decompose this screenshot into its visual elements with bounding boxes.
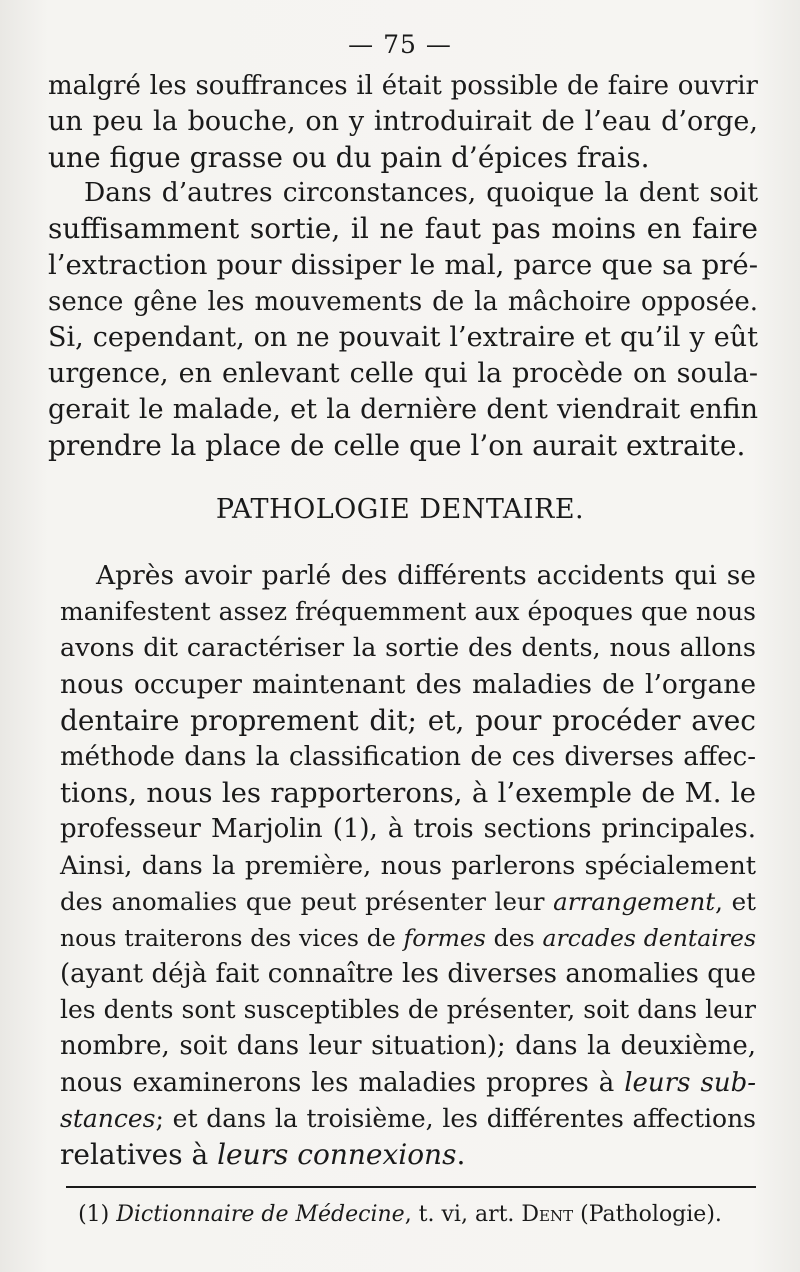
text-line: nous occuper maintenant des maladies de l’organe: [60, 668, 756, 700]
text-line: sence gêne les mouvements de la mâchoire opposée.: [48, 286, 758, 317]
italic-run: arrangement: [553, 886, 716, 916]
footnote-marker: (1): [78, 1202, 117, 1227]
footnote-tail: (Pathologie).: [573, 1202, 722, 1227]
text-line: Dans d’autres circonstances, quoique la dent soit: [84, 177, 758, 208]
text-line: manifestent assez fréquemment aux époques que nous: [60, 597, 756, 627]
text-line: tions, nous les rapporterons, à l’exemple de M. le: [60, 777, 756, 810]
text-line: suffisamment sortie, il ne faut pas moins en faire: [48, 212, 758, 246]
text-line: une figue grasse ou du pain d’épices frais.: [48, 141, 650, 175]
text-run: des anomalies que peut présenter leur: [60, 886, 554, 916]
footnote-reference: , t. vi, art.: [404, 1202, 522, 1227]
text-line: Après avoir parlé des différents accidents qui se: [96, 560, 756, 591]
italic-run: formes: [403, 923, 486, 952]
italic-run: stances: [60, 1103, 156, 1133]
text-line: méthode dans la classification de ces diverses affec-: [60, 741, 756, 772]
paragraph-pathology: [60, 558, 756, 1173]
text-line: avons dit caractériser la sortie des dents, nous allons: [60, 633, 756, 664]
text-run: , et: [715, 886, 756, 916]
paragraph-continuation: [48, 68, 758, 177]
footnote-title: Dictionnaire de Médecine: [116, 1202, 405, 1227]
text-line: Ainsi, dans la première, nous parlerons spécialement: [60, 850, 756, 881]
text-line: les dents sont susceptibles de présenter, soit dans leur: [60, 995, 756, 1025]
text-line: [60, 1101, 756, 1137]
paragraph-extraction: [48, 175, 758, 465]
text-run: ; et dans la troisième, les différentes affections: [155, 1103, 756, 1133]
text-line: [60, 1065, 756, 1101]
footnote: [0, 1202, 800, 1227]
text-line: professeur Marjolin (1), à trois sections principales.: [60, 814, 756, 845]
text-line: nombre, soit dans leur situation); dans la deuxième,: [60, 1031, 756, 1062]
text-run: des: [485, 923, 543, 952]
text-line: [60, 1137, 756, 1173]
text-run: nous traiterons des vices de: [60, 923, 404, 952]
text-line: gerait le malade, et la dernière dent viendrait enfin: [48, 394, 758, 426]
italic-run: arcades dentaires: [542, 923, 757, 952]
text-line: prendre la place de celle que l’on aurait extraite.: [48, 429, 746, 463]
text-run: relatives à: [60, 1138, 218, 1171]
text-line: [60, 920, 756, 956]
text-line: l’extraction pour dissiper le mal, parce que sa pré-: [48, 249, 758, 282]
text-line: Si, cependant, on ne pouvait l’extraire et qu’il y eût: [48, 321, 758, 353]
text-line: malgré les souffrances il était possible de faire ouvrir: [48, 71, 758, 101]
footnote-article: Dent: [521, 1202, 574, 1227]
footnote-divider: [66, 1186, 756, 1188]
text-line: dentaire proprement dit; et, pour procéder avec: [60, 703, 756, 737]
text-line: (ayant déjà fait connaître les diverses anomalies que: [60, 959, 756, 990]
italic-run: leurs sub-: [624, 1067, 756, 1098]
text-run: nous examinerons les maladies propres à: [60, 1067, 625, 1098]
text-line: urgence, en enlevant celle qui la procède on soula-: [48, 357, 758, 389]
page-number: — 75 —: [348, 30, 452, 59]
text-run: .: [456, 1138, 466, 1171]
text-line: [60, 884, 756, 920]
italic-run: leurs connexions: [217, 1138, 457, 1171]
text-line: un peu la bouche, on y introduirait de l’eau d’orge,: [48, 106, 758, 138]
section-heading: PATHOLOGIE DENTAIRE.: [215, 494, 585, 525]
